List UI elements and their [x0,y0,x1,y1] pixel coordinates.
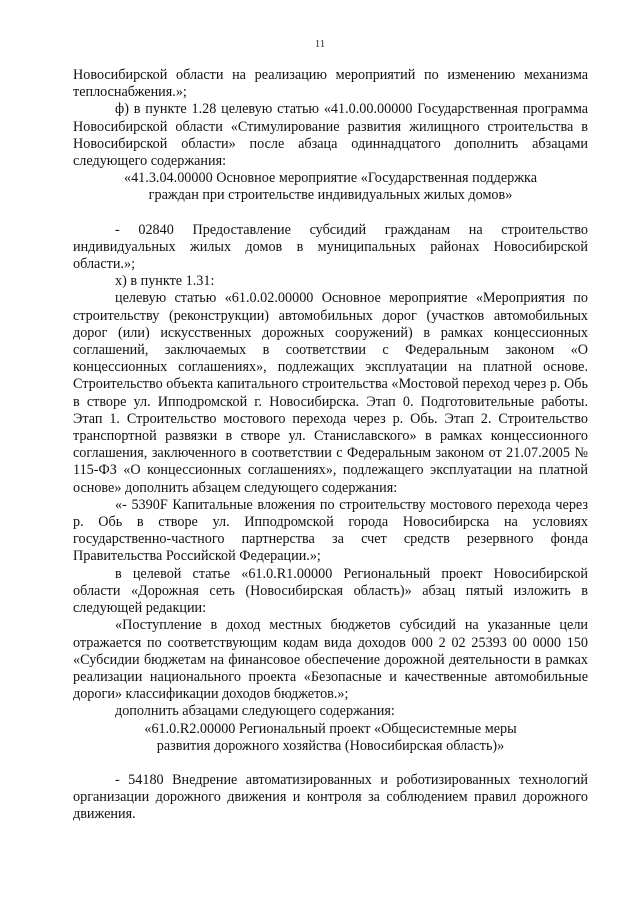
spacer [73,205,588,222]
paragraph-revenue: «Поступление в доход местных бюджетов субсидий на указанные цели отражается по соответствующим кодам вида доходов 000 2 02 25393 00 0000 150 «Субсидии бюджетам на финансовое обеспечение дорожной деятельности в рамках реализации национального проекта «Безопасные и качественные автомобильные дороги» классификации доходов бюджетов.»; [73,617,588,703]
heading-41-3-04: «41.3.04.00000 Основное мероприятие «Государственная поддержка граждан при строительстве индивидуальных жилых домов» [123,170,537,204]
heading-61-0-r2: «61.0.R2.00000 Региональный проект «Общесистемные меры развития дорожного хозяйства (Новосибирская область)» [144,720,517,754]
paragraph-continuation: Новосибирской области на реализацию мероприятий по изменению механизма теплоснабжения.»; [73,67,588,101]
paragraph-54180: - 54180 Внедрение автоматизированных и роботизированных технологий организации дорожного движения и контроля за соблюдением правил дорожного движения. [73,771,588,823]
spacer [73,755,588,772]
paragraph-supplement: дополнить абзацами следующего содержания: [115,703,395,720]
paragraph-target-article-61-0-02: целевую статью «61.0.02.00000 Основное мероприятие «Мероприятия по строительству (реконструкции) автомобильных дорог (участков автомобильных дорог (или) искусственных дорожных сооружений) в рамках концессионных соглашений, заключаемых в соответствии с Федеральным законом «О концессионных соглашениях», подлежащих эксплуатации на платной основе. Строительство объекта капитального строительства «Мостовой переход через р. Обь в створе ул. Ипподромской г. Новосибирска. Этап 0. Подготовительные работы. Этап 1. Строительство мостового перехода через р. Обь. Этап 2. Строительство транспортной развязки в створе ул. Станиславского» в рамках концессионного соглашения, заключенного в соответствии с Федеральным законом от 21.07.2005 № 115-ФЗ «О концессионных соглашениях», подлежащего эксплуатации на платной основе» дополнить абзацем следующего содержания: [73,290,588,496]
paragraph-item-h: х) в пункте 1.31: [115,273,215,290]
document-body [73,67,588,824]
paragraph-item-f: ф) в пункте 1.28 целевую статью «41.0.00.00000 Государственная программа Новосибирской области «Стимулирование развития жилищного строительства в Новосибирской области» после абзаца одиннадцатого дополнить абзацами следующего содержания: [73,101,588,170]
paragraph-02840: - 02840 Предоставление субсидий гражданам на строительство индивидуальных жилых домов в муниципальных районах Новосибирской области.»; [73,221,588,273]
page-number: 11 [314,38,326,50]
paragraph-target-article-61-0-r1: в целевой статье «61.0.R1.00000 Региональный проект Новосибирской области «Дорожная сеть (Новосибирская область)» абзац пятый изложить в следующей редакции: [73,565,588,617]
paragraph-5390f: «- 5390F Капитальные вложения по строительству мостового перехода через р. Обь в створе ул. Ипподромской города Новосибирска на условиях государственно-частного партнерства за счет средств резервного фонда Правительства Российской Федерации.»; [73,496,588,565]
